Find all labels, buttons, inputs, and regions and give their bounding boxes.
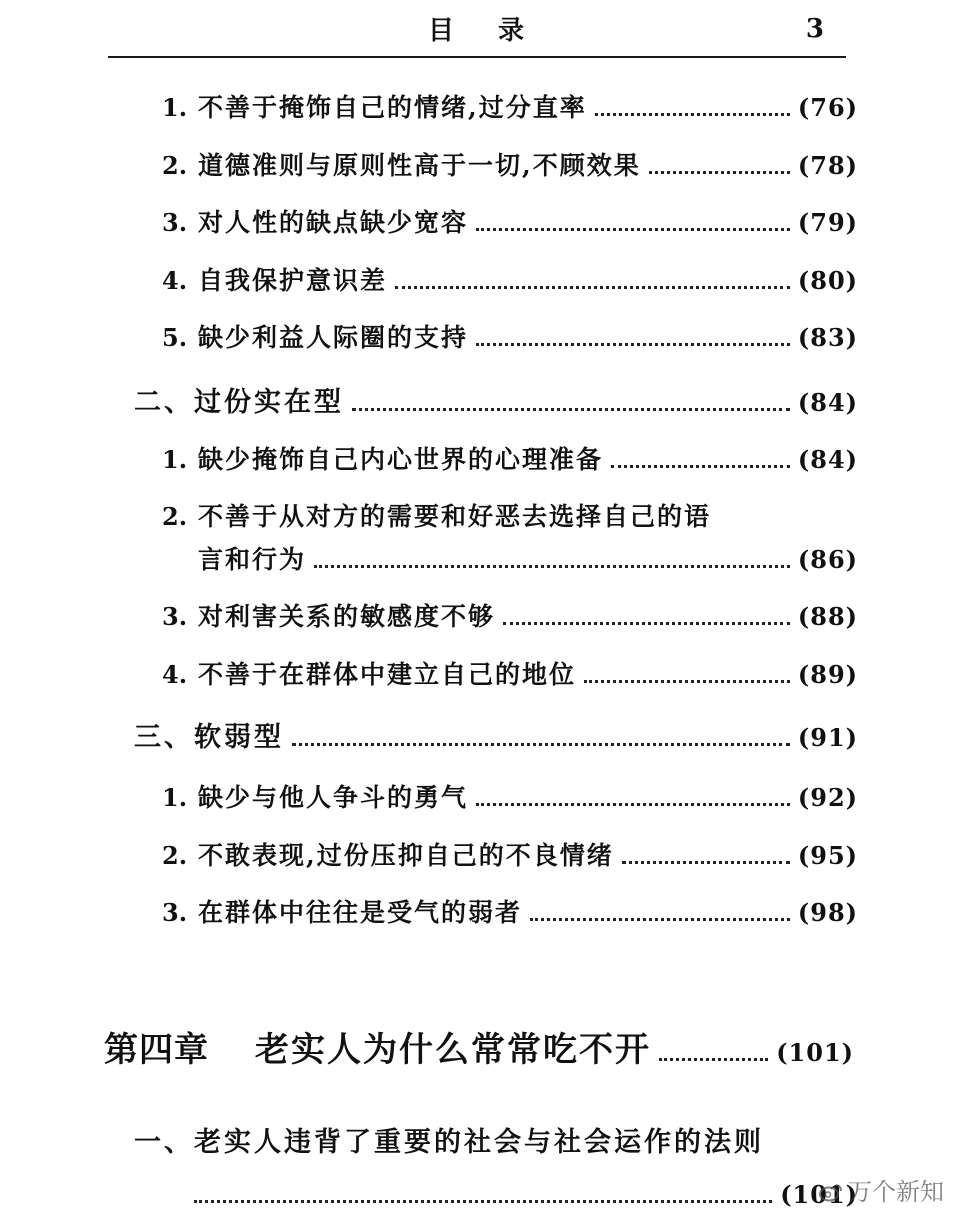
entry-number: 3. xyxy=(162,208,188,237)
entry-text: 缺少掩饰自己内心世界的心理准备 xyxy=(198,445,604,474)
toc-entry xyxy=(162,88,858,124)
entry-page: (92) xyxy=(797,783,858,812)
entry-text: 不敢表现,过份压抑自己的不良情绪 xyxy=(198,841,614,870)
header-page-number: 3 xyxy=(805,14,824,44)
dot-leader xyxy=(595,113,790,116)
dot-leader xyxy=(395,286,790,289)
toc-entry xyxy=(162,778,858,814)
entry-number: 4. xyxy=(162,660,188,689)
entry-text: 不善于掩饰自己的情绪,过分直率 xyxy=(198,93,587,122)
entry-number: 2. xyxy=(162,151,188,180)
entry-page: (78) xyxy=(797,151,858,180)
entry-number: 3. xyxy=(162,898,188,927)
toc-entry xyxy=(162,893,858,929)
toc-entry xyxy=(162,203,858,239)
entry-text: 对人性的缺点缺少宽容 xyxy=(198,208,469,237)
toc-section-continuation xyxy=(186,1180,858,1210)
section-title: 三、软弱型 xyxy=(134,722,284,753)
entry-text: 道德准则与原则性高于一切,不顾效果 xyxy=(198,151,641,180)
dot-leader xyxy=(530,918,790,921)
entry-page: (88) xyxy=(797,602,858,631)
toc-entry xyxy=(162,655,858,691)
chapter-title: 老实人为什么常常吃不开 xyxy=(255,1030,651,1070)
dot-leader xyxy=(584,680,790,683)
dot-leader xyxy=(292,743,790,746)
toc-section xyxy=(134,1120,858,1159)
entry-page: (101) xyxy=(780,1180,858,1209)
entry-page: (91) xyxy=(797,723,858,752)
dot-leader xyxy=(649,171,790,174)
dot-leader xyxy=(314,565,790,568)
toc-entry-continuation xyxy=(198,540,858,576)
weibo-watermark xyxy=(818,1172,944,1207)
dot-leader xyxy=(476,803,790,806)
toc-section xyxy=(134,380,858,419)
toc-entry xyxy=(162,261,858,297)
entry-page: (89) xyxy=(797,660,858,689)
dot-leader xyxy=(622,861,790,864)
entry-number: 1. xyxy=(162,783,188,812)
toc-entry xyxy=(162,836,858,872)
entry-text: 自我保护意识差 xyxy=(198,266,388,295)
entry-text: 不善于从对方的需要和好恶去选择自己的语 xyxy=(198,502,712,531)
entry-number: 4. xyxy=(162,266,188,295)
dot-leader xyxy=(503,622,790,625)
dot-leader xyxy=(476,228,790,231)
toc-entry xyxy=(162,497,858,533)
entry-page: (86) xyxy=(797,545,858,574)
entry-page: (98) xyxy=(797,898,858,927)
entry-page: (79) xyxy=(797,208,858,237)
section-title: 二、过份实在型 xyxy=(134,387,344,418)
entry-number: 1. xyxy=(162,445,188,474)
toc-chapter xyxy=(104,1022,854,1071)
dot-leader xyxy=(476,343,790,346)
watermark-text: 万个新知 xyxy=(848,1178,944,1206)
entry-page: (84) xyxy=(797,388,858,417)
dot-leader xyxy=(352,408,790,411)
entry-page: (95) xyxy=(797,841,858,870)
chapter-label: 第四章 xyxy=(104,1030,209,1070)
header-title: 目录 xyxy=(428,16,569,46)
entry-text: 缺少利益人际圈的支持 xyxy=(198,323,469,352)
toc-entry xyxy=(162,318,858,354)
toc-entry xyxy=(162,146,858,182)
entry-text: 不善于在群体中建立自己的地位 xyxy=(198,660,577,689)
weibo-icon xyxy=(818,1180,844,1200)
section-title: 一、老实人违背了重要的社会与社会运作的法则 xyxy=(134,1127,764,1158)
entry-page: (101) xyxy=(776,1038,854,1067)
entry-number: 2. xyxy=(162,841,188,870)
dot-leader xyxy=(659,1058,768,1061)
dot-leader xyxy=(194,1200,772,1203)
entry-text: 对利害关系的敏感度不够 xyxy=(198,602,496,631)
entry-text: 言和行为 xyxy=(198,545,307,574)
page-header xyxy=(108,0,846,58)
dot-leader xyxy=(611,465,790,468)
entry-page: (83) xyxy=(797,323,858,352)
entry-text: 缺少与他人争斗的勇气 xyxy=(198,783,469,812)
entry-number: 1. xyxy=(162,93,188,122)
entry-number: 3. xyxy=(162,602,188,631)
entry-text: 在群体中往往是受气的弱者 xyxy=(198,898,523,927)
entry-page: (80) xyxy=(797,266,858,295)
entry-number: 2. xyxy=(162,502,188,531)
toc-entry xyxy=(162,597,858,633)
entry-number: 5. xyxy=(162,323,188,352)
entry-page: (76) xyxy=(797,93,858,122)
entry-page: (84) xyxy=(797,445,858,474)
toc-section xyxy=(134,715,858,754)
toc-entry xyxy=(162,440,858,476)
